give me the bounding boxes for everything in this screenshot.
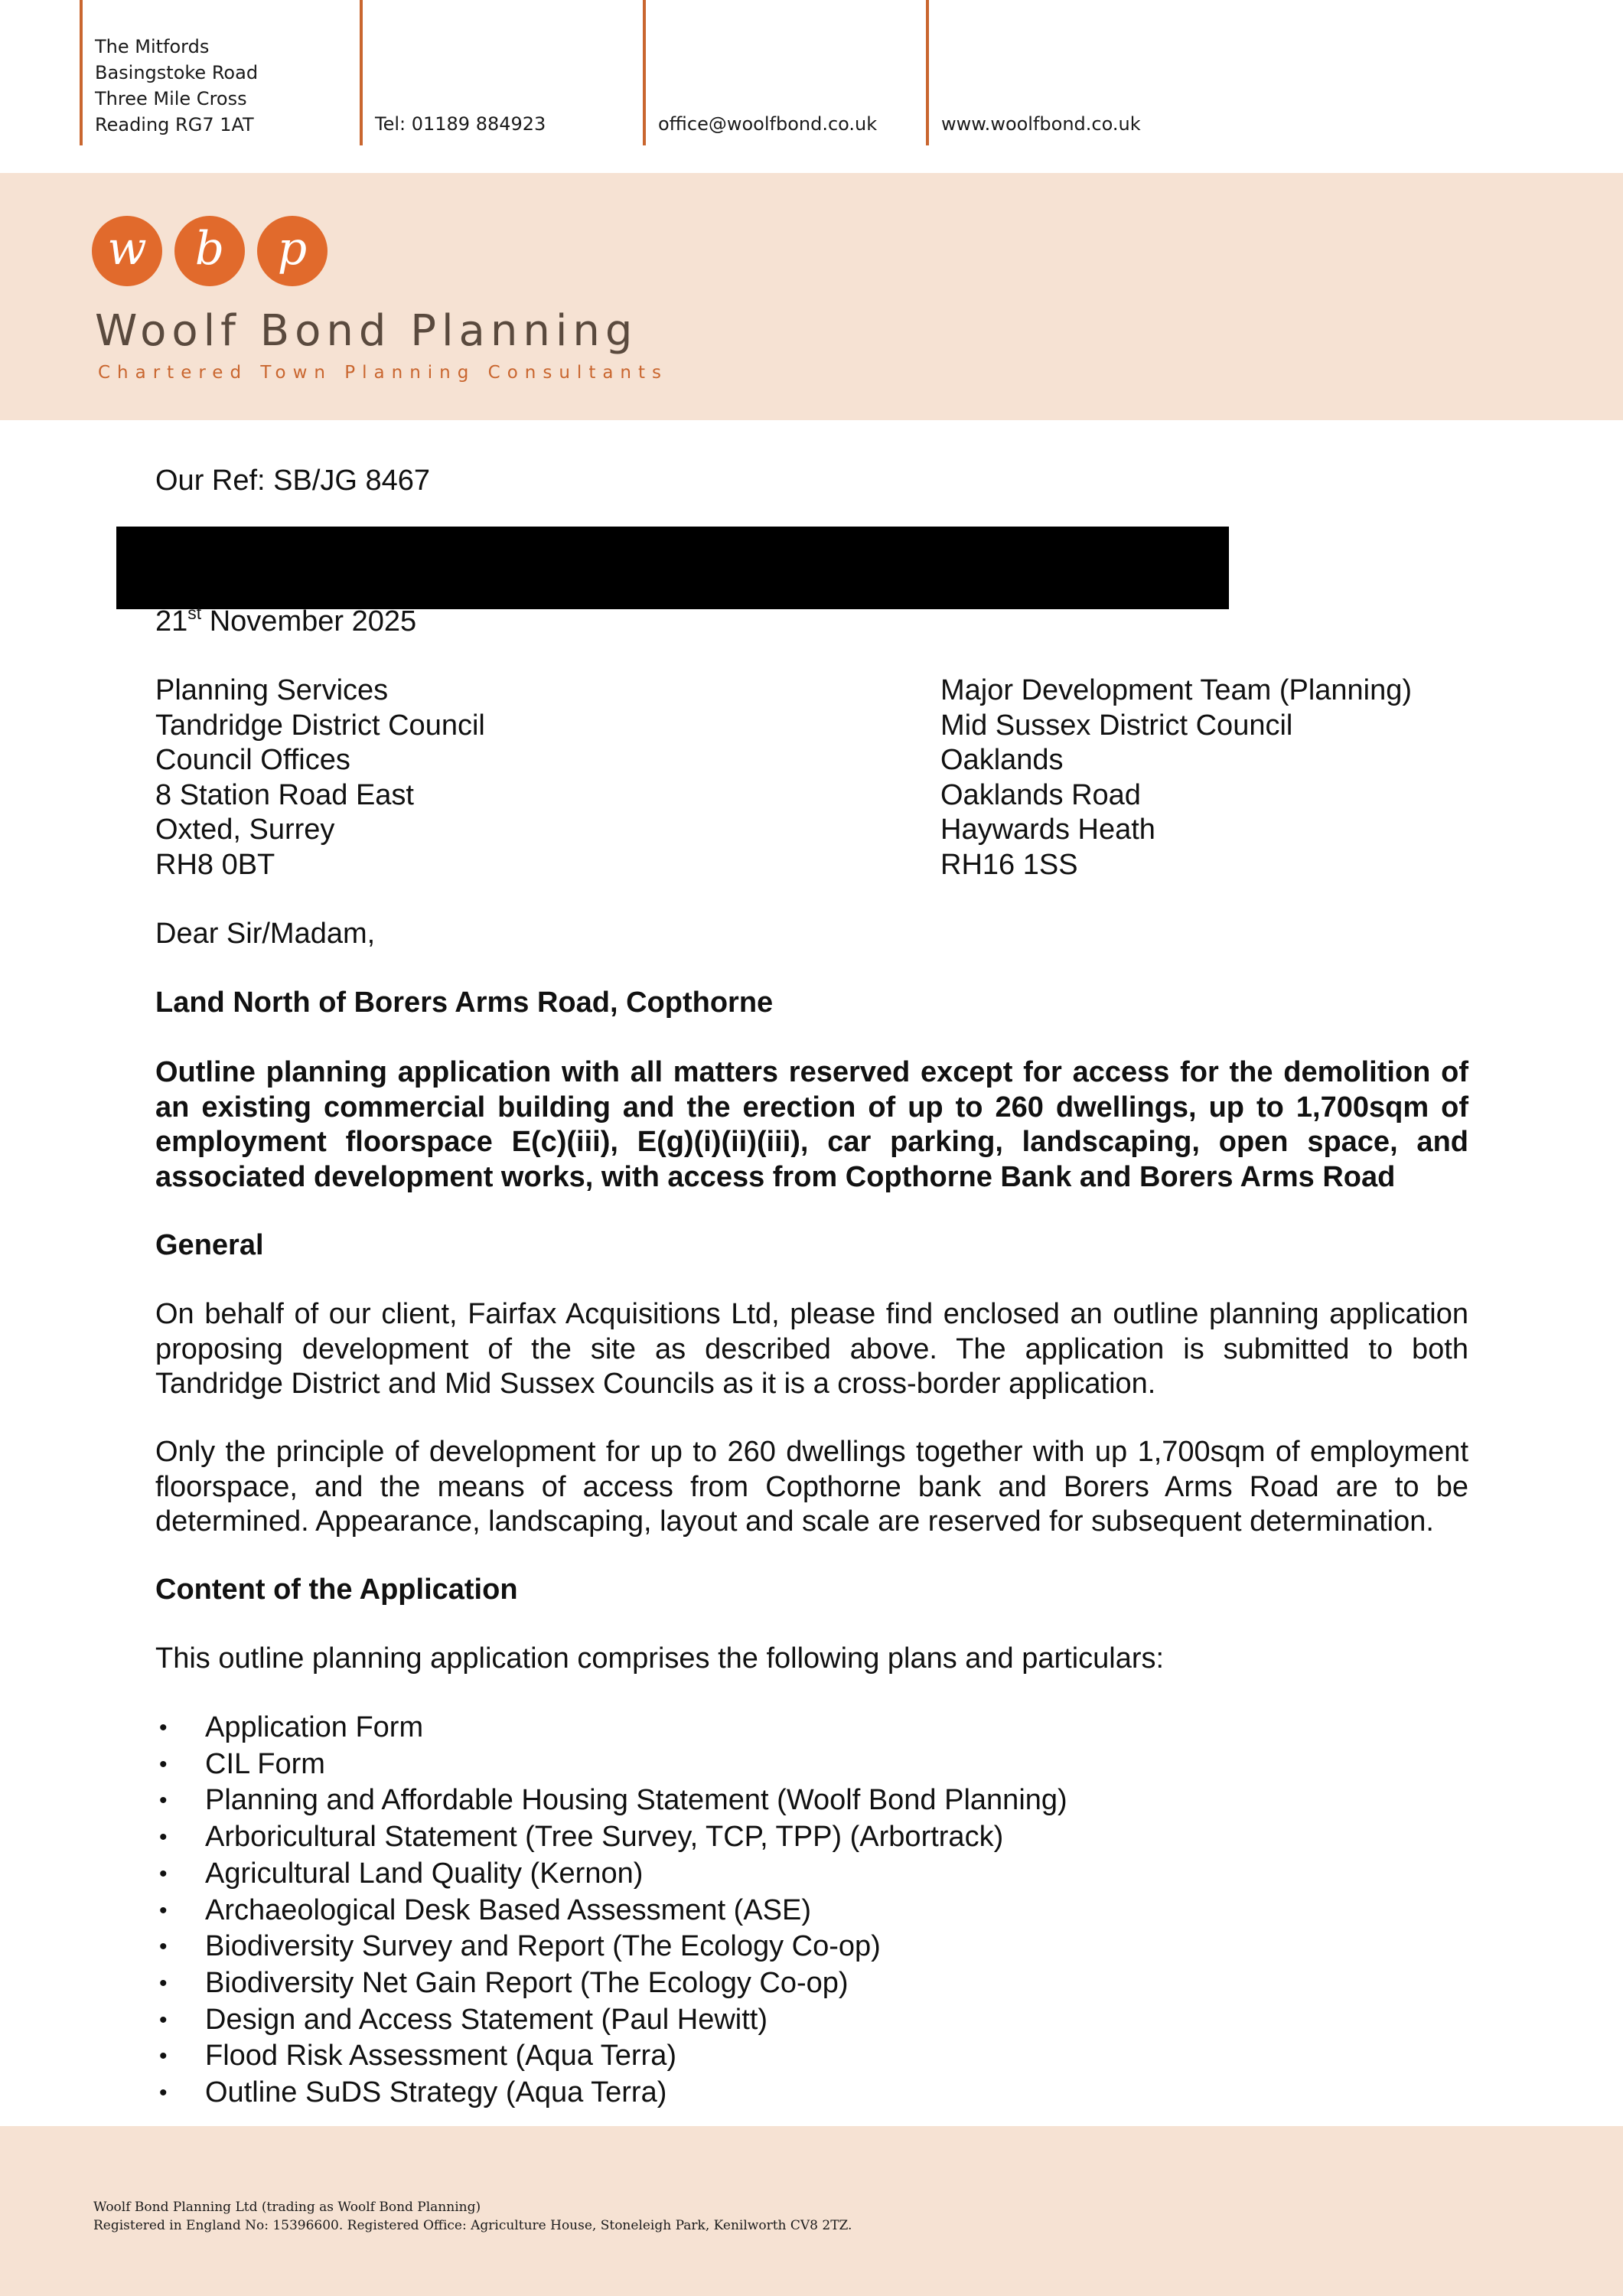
office-address xyxy=(80,0,355,145)
email-address: office@woolfbond.co.uk xyxy=(658,113,878,135)
document-name: Archaeological Desk Based Assessment (ASE) xyxy=(205,1893,812,1926)
paragraph-line: proposing development of the site as described above. The application is submitted to both xyxy=(155,1332,1468,1365)
paragraph-line: Only the principle of development for up to 260 dwellings together with up 1,700sqm of employment xyxy=(155,1436,1468,1468)
bullet-icon: • xyxy=(159,1934,168,1960)
logo-circle-p: p xyxy=(257,216,328,286)
proposal-line: Outline planning application with all matters reserved except for access for the demolition of xyxy=(155,1056,1468,1088)
general-paragraph-2 xyxy=(155,1435,1468,1540)
recipient-mid-sussex xyxy=(940,673,1412,882)
telephone-number: Tel: 01189 884923 xyxy=(375,113,546,135)
recipient-line: RH8 0BT xyxy=(155,848,275,881)
bullet-icon: • xyxy=(159,2043,168,2069)
recipient-tandridge xyxy=(155,673,485,882)
website xyxy=(926,0,1247,145)
document-name: Biodiversity Net Gain Report (The Ecology Co-op) xyxy=(205,1966,849,1999)
paragraph-line: determined. Appearance, landscaping, layout and scale are reserved for subsequent determination. xyxy=(155,1505,1434,1538)
general-heading: General xyxy=(155,1229,264,1261)
list-item xyxy=(159,1819,1067,1856)
list-item xyxy=(159,2002,1067,2039)
date-day: 21 xyxy=(155,605,188,638)
general-paragraph-1 xyxy=(155,1297,1468,1402)
content-intro: This outline planning application comprises the following plans and particulars: xyxy=(155,1642,1165,1675)
document-name: Agricultural Land Quality (Kernon) xyxy=(205,1857,644,1890)
recipient-line: RH16 1SS xyxy=(940,848,1078,881)
list-item xyxy=(159,2075,1067,2112)
document-name: Biodiversity Survey and Report (The Ecology Co-op) xyxy=(205,1930,881,1963)
bullet-icon: • xyxy=(159,1715,168,1740)
list-item xyxy=(159,1965,1067,2002)
bullet-icon: • xyxy=(159,2080,168,2106)
bullet-icon: • xyxy=(159,1751,168,1777)
header-band xyxy=(0,173,1623,420)
logo-circle-b: b xyxy=(174,216,245,286)
logo-circle-w: w xyxy=(92,216,162,286)
recipient-line: Council Offices xyxy=(155,744,350,776)
document-name: Arboricultural Statement (Tree Survey, TCP, TPP) (Arbortrack) xyxy=(205,1821,1004,1854)
list-item xyxy=(159,1782,1067,1819)
letter-date xyxy=(155,605,416,639)
our-reference: Our Ref: SB/JG 8467 xyxy=(155,465,431,497)
recipient-line: 8 Station Road East xyxy=(155,778,414,811)
document-name: CIL Form xyxy=(205,1747,325,1780)
paragraph-line: On behalf of our client, Fairfax Acquisitions Ltd, please find enclosed an outline planning application xyxy=(155,1298,1468,1330)
bullet-icon: • xyxy=(159,1897,168,1923)
email xyxy=(643,0,927,145)
recipient-line: Mid Sussex District Council xyxy=(940,709,1293,742)
bullet-icon: • xyxy=(159,1825,168,1851)
proposal-description xyxy=(155,1055,1468,1195)
recipient-line: Oaklands Road xyxy=(940,778,1141,811)
proposal-line: an existing commercial building and the erection of up to 260 dwellings, up to 1,700sqm of xyxy=(155,1091,1468,1124)
recipient-line: Haywards Heath xyxy=(940,814,1155,846)
company-name: Woolf Bond Planning xyxy=(95,306,638,356)
recipient-line: Oaklands xyxy=(940,744,1064,776)
list-item xyxy=(159,1710,1067,1746)
document-name: Flood Risk Assessment (Aqua Terra) xyxy=(205,2040,676,2073)
proposal-line: employment floorspace E(c)(iii), E(g)(i)(ii)(iii), car parking, landscaping, open space, and xyxy=(155,1126,1468,1158)
document-name: Application Form xyxy=(205,1711,424,1743)
application-documents-list xyxy=(159,1710,1067,2112)
bullet-icon: • xyxy=(159,1970,168,1996)
address-line: The Mitfords xyxy=(95,36,210,57)
footer-registration-line: Registered in England No: 15396600. Registered Office: Agriculture House, Stoneleigh Park, Kenilworth CV8 2TZ. xyxy=(93,2218,852,2233)
content-heading: Content of the Application xyxy=(155,1574,518,1606)
redaction-block xyxy=(116,527,1229,609)
document-name: Design and Access Statement (Paul Hewitt) xyxy=(205,2003,768,2036)
list-item xyxy=(159,1929,1067,1965)
salutation: Dear Sir/Madam, xyxy=(155,918,376,950)
recipient-line: Major Development Team (Planning) xyxy=(940,674,1413,706)
paragraph-line: floorspace, and the means of access from Copthorne bank and Borers Arms Road are to be xyxy=(155,1470,1468,1503)
list-item xyxy=(159,1746,1067,1783)
recipient-line: Planning Services xyxy=(155,674,389,706)
recipient-line: Oxted, Surrey xyxy=(155,814,335,846)
address-line: Three Mile Cross xyxy=(95,88,247,109)
letterhead-contact-bar xyxy=(0,0,1623,145)
company-tagline: Chartered Town Planning Consultants xyxy=(98,363,669,383)
telephone xyxy=(360,0,643,145)
footer-company-line: Woolf Bond Planning Ltd (trading as Woolf Bond Planning) xyxy=(93,2200,481,2215)
recipient-line: Tandridge District Council xyxy=(155,709,485,742)
address-line: Basingstoke Road xyxy=(95,62,259,83)
document-name: Planning and Affordable Housing Statement (Woolf Bond Planning) xyxy=(205,1784,1067,1817)
address-line: Reading RG7 1AT xyxy=(95,114,254,135)
document-name: Outline SuDS Strategy (Aqua Terra) xyxy=(205,2076,667,2109)
bullet-icon: • xyxy=(159,2007,168,2033)
date-rest: November 2025 xyxy=(201,605,417,638)
paragraph-line: Tandridge District and Mid Sussex Councils as it is a cross-border application. xyxy=(155,1368,1156,1400)
list-item xyxy=(159,1893,1067,1929)
website-url: www.woolfbond.co.uk xyxy=(941,113,1141,135)
bullet-icon: • xyxy=(159,1788,168,1814)
list-item xyxy=(159,2038,1067,2075)
date-suffix: st xyxy=(187,603,202,623)
bullet-icon: • xyxy=(159,1861,168,1887)
list-item xyxy=(159,1856,1067,1893)
proposal-line: associated development works, with access from Copthorne Bank and Borers Arms Road xyxy=(155,1160,1396,1193)
site-title: Land North of Borers Arms Road, Copthorne xyxy=(155,987,774,1019)
